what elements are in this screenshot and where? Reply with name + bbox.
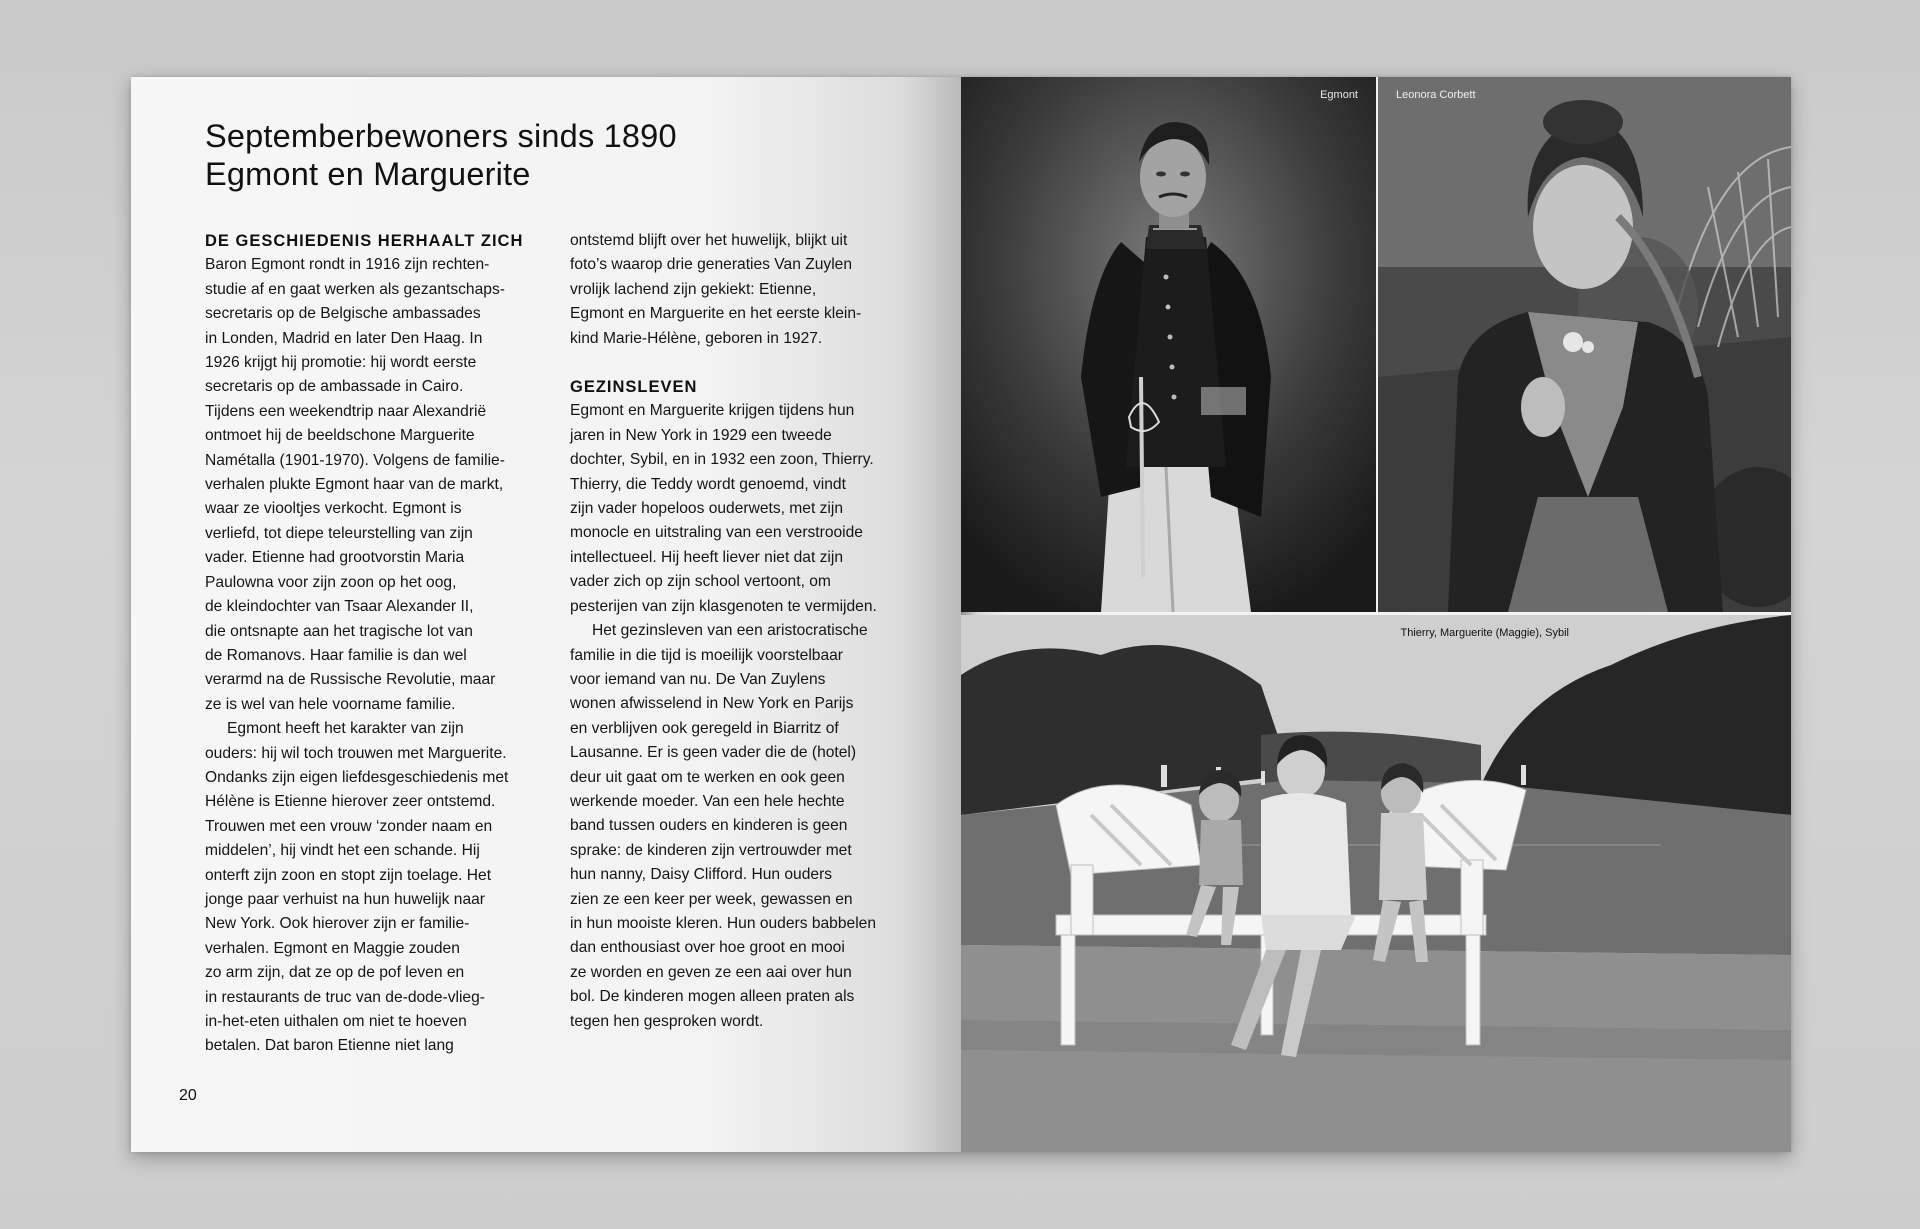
text-line: hun nanny, Daisy Clifford. Hun ouders bbox=[570, 866, 833, 884]
text-line: jonge paar verhuist na hun huwelijk naar bbox=[205, 890, 486, 908]
egmont-figure-illustration bbox=[961, 77, 1376, 612]
photo-leonora-corbett bbox=[1378, 77, 1791, 612]
text-line: jaren in New York in 1929 een tweede bbox=[570, 426, 832, 444]
text-line: middelen’, hij vindt het een schande. Hij bbox=[205, 842, 480, 860]
text-line: Tijdens een weekendtrip naar Alexandrië bbox=[205, 402, 487, 420]
title-line-2: Egmont en Marguerite bbox=[205, 156, 531, 192]
paragraph-gezinsleven-2 bbox=[570, 619, 900, 1034]
text-line: die ontsnapte aan het tragische lot van bbox=[205, 622, 473, 640]
paragraph-intro bbox=[570, 229, 900, 351]
paragraph-1 bbox=[205, 253, 535, 717]
text-line: en verblijven ook geregeld in Biarritz of bbox=[570, 719, 839, 737]
text-line: verhalen plukte Egmont haar van de markt, bbox=[205, 476, 504, 494]
text-line: wonen afwisselend in New York en Parijs bbox=[570, 695, 854, 713]
text-line: zijn vader hopeloos ouderwets, met zijn bbox=[570, 500, 844, 518]
text-line: New York. Ook hierover zijn er familie- bbox=[205, 915, 470, 933]
text-line: dan enthousiast over hoe groot en mooi bbox=[570, 939, 845, 957]
left-page bbox=[131, 77, 961, 1152]
text-line: vader zich op zijn school vertoont, om bbox=[570, 573, 831, 591]
text-line: band tussen ouders en kinderen is geen bbox=[570, 817, 848, 835]
photo-family-bench bbox=[961, 615, 1791, 1152]
text-line: Ondanks zijn eigen liefdesgeschiedenis met bbox=[205, 768, 509, 786]
leonora-figure-illustration bbox=[1378, 77, 1791, 612]
text-line: Egmont en Marguerite krijgen tijdens hun bbox=[570, 402, 855, 420]
text-line: sprake: de kinderen zijn vertrouwder met bbox=[570, 841, 852, 859]
text-line: de kleindochter van Tsaar Alexander II, bbox=[205, 598, 474, 616]
text-line: ze worden en geven ze een aai over hun bbox=[570, 963, 852, 981]
text-line: in hun mooiste kleren. Hun ouders babbelen bbox=[570, 914, 877, 932]
caption-leonora: Leonora Corbett bbox=[1396, 89, 1476, 101]
text-line: ouders: hij wil toch trouwen met Marguerite. bbox=[205, 744, 507, 762]
caption-egmont: Egmont bbox=[1320, 89, 1358, 101]
paragraph-2 bbox=[205, 717, 535, 1059]
text-line: dochter, Sybil, en in 1932 een zoon, Thierry. bbox=[570, 451, 874, 469]
text-line: bol. De kinderen mogen alleen praten als bbox=[570, 988, 855, 1006]
text-line: tegen hen gesproken wordt. bbox=[570, 1012, 764, 1030]
photo-egmont bbox=[961, 77, 1376, 612]
text-line: zien ze een keer per week, gewassen en bbox=[570, 890, 853, 908]
text-line: Trouwen met een vrouw ‘zonder naam en bbox=[205, 817, 493, 835]
text-line: ze is wel van hele voorname familie. bbox=[205, 695, 456, 713]
text-line: kind Marie-Hélène, geboren in 1927. bbox=[570, 329, 823, 347]
text-line: foto’s waarop drie generaties Van Zuylen bbox=[570, 256, 853, 274]
text-line: pesterijen van zijn klasgenoten te vermijden. bbox=[570, 597, 877, 615]
text-column-1 bbox=[205, 229, 535, 1059]
text-line: Het gezinsleven van een aristocratische bbox=[592, 622, 868, 640]
text-line: Egmont heeft het karakter van zijn bbox=[227, 720, 464, 738]
text-line: onterft zijn zoon en stopt zijn toelage. Het bbox=[205, 866, 492, 884]
paragraph-gezinsleven-1 bbox=[570, 399, 900, 619]
text-line: vader. Etienne had grootvorstin Maria bbox=[205, 549, 465, 567]
text-line: betalen. Dat baron Etienne niet lang bbox=[205, 1037, 454, 1055]
book-spread bbox=[131, 77, 1791, 1152]
text-line: zo arm zijn, dat ze op de pof leven en bbox=[205, 964, 465, 982]
text-line: de Romanovs. Haar familie is dan wel bbox=[205, 646, 467, 664]
text-line: Egmont en Marguerite en het eerste klein- bbox=[570, 305, 862, 323]
text-line: Thierry, die Teddy wordt genoemd, vindt bbox=[570, 475, 846, 493]
text-line: Lausanne. Er is geen vader die de (hotel) bbox=[570, 744, 857, 762]
text-line: in Londen, Madrid en later Den Haag. In bbox=[205, 329, 483, 347]
text-line: secretaris op de ambassade in Cairo. bbox=[205, 378, 464, 396]
text-line: in restaurants de truc van de-dode-vlieg- bbox=[205, 988, 485, 1006]
text-line: monocle en uitstraling van een verstrooide bbox=[570, 524, 863, 542]
text-line: Paulowna voor zijn zoon op het oog, bbox=[205, 573, 457, 591]
caption-family: Thierry, Marguerite (Maggie), Sybil bbox=[1400, 627, 1569, 639]
text-line: verhalen. Egmont en Maggie zouden bbox=[205, 939, 460, 957]
text-line: waar ze viooltjes verkocht. Egmont is bbox=[205, 500, 462, 518]
text-line: werkende moeder. Van een hele hechte bbox=[570, 792, 845, 810]
family-bench-illustration bbox=[961, 615, 1791, 1152]
text-line: Namétalla (1901-1970). Volgens de familie- bbox=[205, 451, 505, 469]
text-line: intellectueel. Hij heeft liever niet dat zijn bbox=[570, 548, 844, 566]
text-line: secretaris op de Belgische ambassades bbox=[205, 305, 481, 323]
text-line: vrolijk lachend zijn gekiekt: Etienne, bbox=[570, 280, 817, 298]
text-line: studie af en gaat werken als gezantschaps- bbox=[205, 280, 505, 298]
text-column-2 bbox=[570, 229, 900, 1034]
text-line: verliefd, tot diepe teleurstelling van zijn bbox=[205, 524, 473, 542]
subheading-gezinsleven: GEZINSLEVEN bbox=[570, 378, 698, 397]
text-line: Hélène is Etienne hierover zeer ontstemd. bbox=[205, 793, 496, 811]
title-line-1: Septemberbewoners sinds 1890 bbox=[205, 118, 677, 154]
text-line: voor iemand van nu. De Van Zuylens bbox=[570, 670, 826, 688]
text-line: verarmd na de Russische Revolutie, maar bbox=[205, 671, 496, 689]
text-line: ontstemd blijft over het huwelijk, blijkt uit bbox=[570, 232, 848, 249]
text-line: Baron Egmont rondt in 1916 zijn rechten- bbox=[205, 256, 490, 274]
text-line: deur uit gaat om te werken en ook geen bbox=[570, 768, 845, 786]
page-number: 20 bbox=[179, 1087, 197, 1104]
text-line: 1926 krijgt hij promotie: hij wordt eerste bbox=[205, 354, 477, 372]
page-title bbox=[205, 117, 677, 193]
text-line: in-het-eten uithalen om niet te hoeven bbox=[205, 1013, 467, 1030]
subheading-geschiedenis: DE GESCHIEDENIS HERHAALT ZICH bbox=[205, 232, 524, 250]
text-line: ontmoet hij de beeldschone Marguerite bbox=[205, 427, 475, 445]
text-line: familie in die tijd is moeilijk voorstelbaar bbox=[570, 646, 843, 664]
